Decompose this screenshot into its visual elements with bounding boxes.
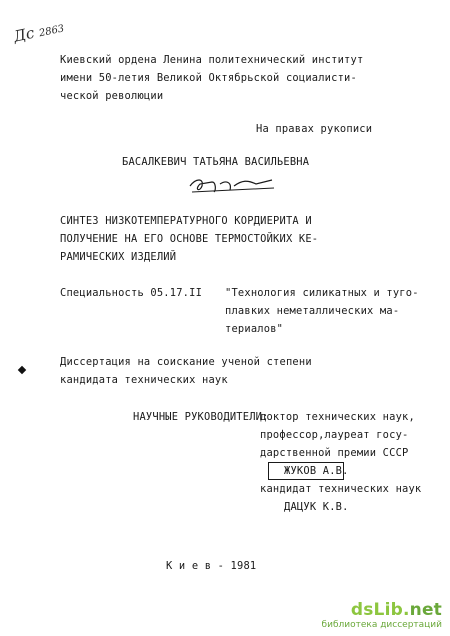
watermark-logo-tld: net	[409, 600, 442, 620]
advisor-name-1: ЖУКОВ А.В.	[284, 465, 349, 477]
watermark	[322, 602, 442, 630]
header-line-2: имени 50-летия Великой Октябрьской социалисти-	[60, 72, 357, 84]
watermark-logo	[322, 602, 442, 619]
advisors-line-2: профессор,лауреат госу-	[260, 429, 409, 441]
title-line-1: СИНТЕЗ НИЗКОТЕМПЕРАТУРНОГО КОРДИЕРИТА И	[60, 215, 312, 227]
header-line-3: ческой революции	[60, 90, 164, 102]
advisors-line-4: кандидат технических наук	[260, 483, 422, 495]
manuscript-note: На правах рукописи	[256, 123, 373, 135]
margin-mark	[18, 366, 26, 374]
stamp-line1: Дс	[12, 23, 36, 46]
advisors-line-1: доктор технических наук,	[260, 411, 415, 423]
title-line-2: ПОЛУЧЕНИЕ НА ЕГО ОСНОВЕ ТЕРМОСТОЙКИХ КЕ-	[60, 233, 319, 245]
advisors-line-3: дарственной премии СССР	[260, 447, 409, 459]
advisor-name-2: ДАЦУК К.В.	[284, 501, 349, 513]
specialty-label: Специальность 05.17.II	[60, 287, 203, 299]
dissertation-line-2: кандидата технических наук	[60, 374, 228, 386]
stamp-line2: 2863	[38, 23, 66, 40]
author-signature	[186, 172, 278, 198]
watermark-subtitle: библиотека диссертаций	[321, 620, 442, 630]
watermark-logo-dot: .	[402, 600, 410, 620]
footer-place-year: К и е в - 1981	[166, 560, 257, 572]
author-name: БАСАЛКЕВИЧ ТАТЬЯНА ВАСИЛЬЕВНА	[122, 156, 310, 168]
dissertation-line-1: Диссертация на соискание ученой степени	[60, 356, 312, 368]
specialty-line-2: плавких неметаллических ма-	[225, 305, 400, 317]
advisors-label: НАУЧНЫЕ РУКОВОДИТЕЛИ:	[133, 411, 269, 423]
title-line-3: РАМИЧЕСКИХ ИЗДЕЛИЙ	[60, 251, 177, 263]
header-line-1: Киевский ордена Ленина политехнический институт	[60, 54, 364, 66]
archive-stamp	[12, 17, 65, 45]
specialty-line-3: териалов"	[225, 323, 284, 335]
specialty-line-1: "Технология силикатных и туго-	[225, 287, 419, 299]
watermark-logo-main: dsLib	[350, 600, 403, 620]
